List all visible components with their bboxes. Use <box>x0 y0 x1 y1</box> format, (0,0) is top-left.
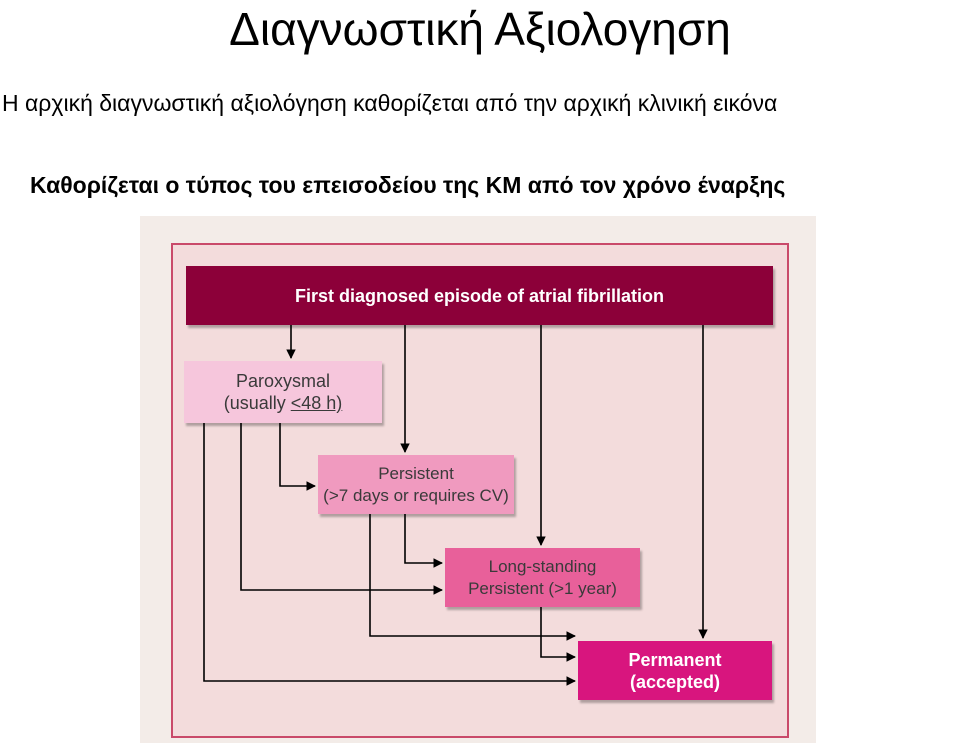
arrow-persistent-to-long-standing <box>405 514 442 563</box>
paroxysmal-box <box>184 361 382 423</box>
long-standing-line1: Long-standing <box>488 556 597 576</box>
permanent-detail: (accepted) <box>629 671 721 692</box>
long-standing-persistent-box <box>445 548 640 607</box>
persistent-box <box>318 455 514 514</box>
arrow-paroxysmal-to-persistent <box>280 423 315 486</box>
arrow-long-standing-to-permanent <box>541 607 575 657</box>
permanent-title: Permanent <box>628 649 722 670</box>
first-episode-label: First diagnosed episode of atrial fibrillation <box>294 285 665 306</box>
first-diagnosed-episode-box <box>186 266 773 325</box>
persistent-title: Persistent <box>378 463 454 483</box>
subtitle-episode-type: Καθορίζεται ο τύπος του επεισοδείου της ΚΜ από τον χρόνο έναρξης <box>30 172 786 198</box>
long-standing-line2: Persistent (>1 year) <box>468 578 617 598</box>
paroxysmal-detail-value: <48 h) <box>290 393 343 413</box>
paroxysmal-detail-prefix: (usually <box>223 393 291 413</box>
paroxysmal-detail <box>224 392 343 414</box>
persistent-detail: (>7 days or requires CV) <box>323 485 509 505</box>
permanent-box <box>578 641 772 700</box>
slide-title: Διαγνωστική Αξιολογηση <box>229 3 731 55</box>
subtitle-clinical-picture: Η αρχική διαγνωστική αξιολόγηση καθορίζεται από την αρχική κλινική εικόνα <box>2 90 778 116</box>
paroxysmal-title: Paroxysmal <box>235 371 331 391</box>
